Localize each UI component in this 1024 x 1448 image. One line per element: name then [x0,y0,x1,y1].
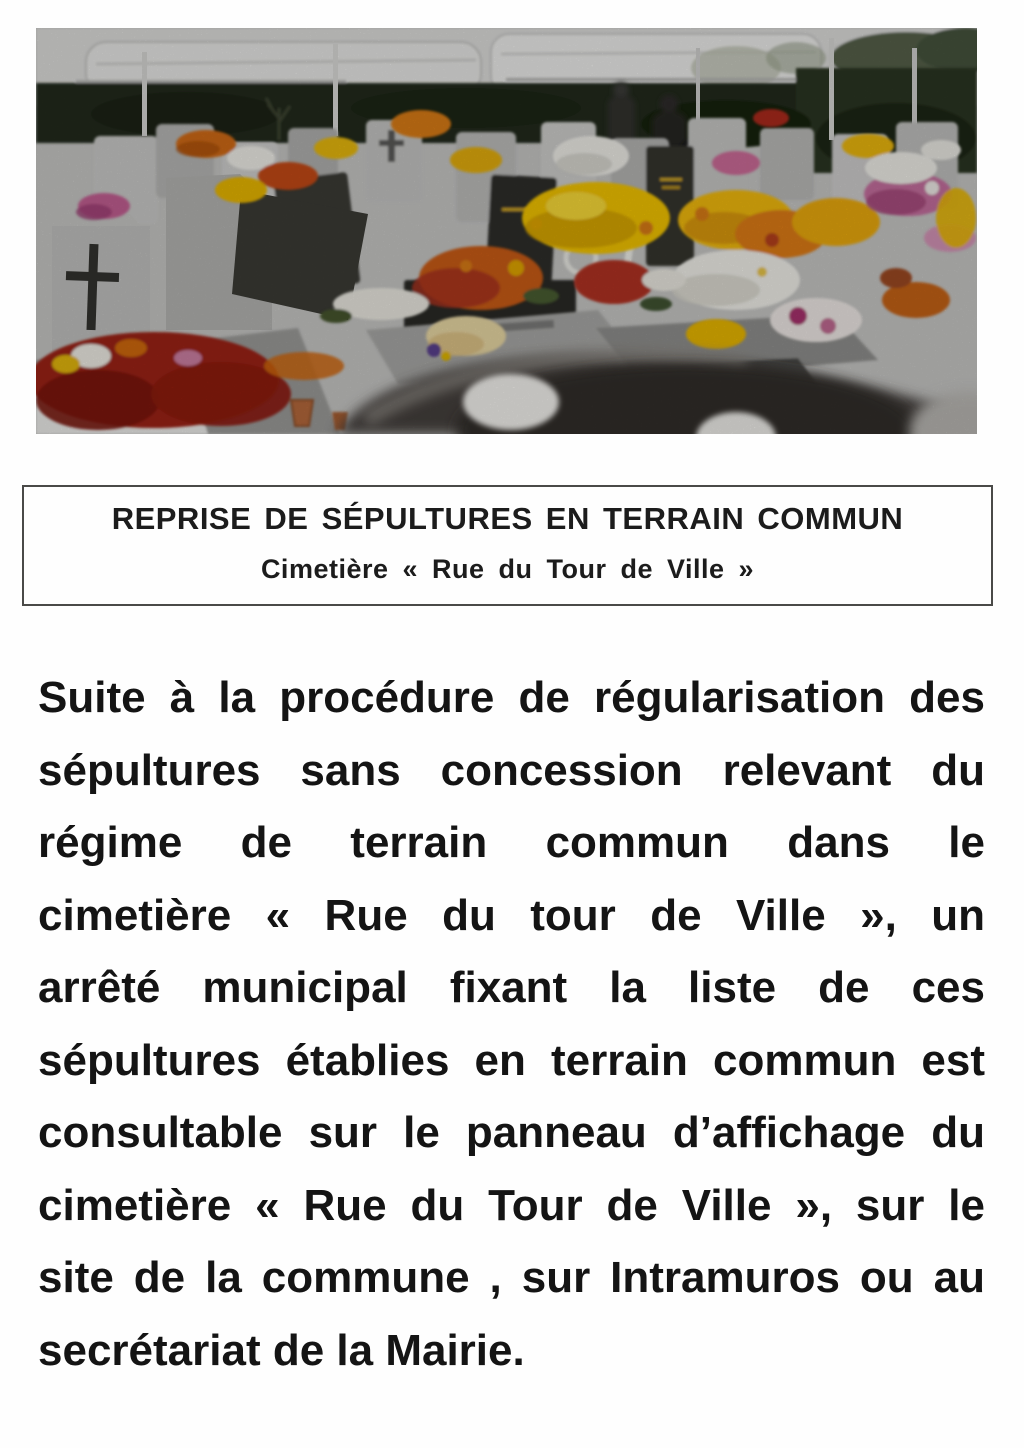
body-line-4: cimetière « Rue du tour de Ville », un [38,890,985,940]
body-line-2: sépultures sans concession relevant du [38,745,985,795]
body-line-7: consultable sur le panneau d’affichage du [38,1108,985,1157]
body-line-5: arrêté municipal fixant la liste de ces [38,963,985,1012]
body-line-8: cimetière « Rue du Tour de Ville », sur le [38,1180,985,1230]
notice-body [38,662,985,1387]
notice-title: REPRISE DE SÉPULTURES EN TERRAIN COMMUN [111,501,904,536]
scan-grain [36,28,977,434]
body-line-3: régime de terrain commun dans le [38,818,985,867]
cemetery-photo [36,28,977,434]
title-box [22,485,993,606]
body-line-6: sépultures établies en terrain commun est [38,1035,985,1085]
notice-subtitle: Cimetière « Rue du Tour de Ville » [260,554,755,584]
body-line-1: Suite à la procédure de régularisation des [38,673,985,722]
body-line-10: secrétariat de la Mairie. [38,1325,525,1375]
body-line-9: site de la commune , sur Intramuros ou au [38,1253,985,1302]
